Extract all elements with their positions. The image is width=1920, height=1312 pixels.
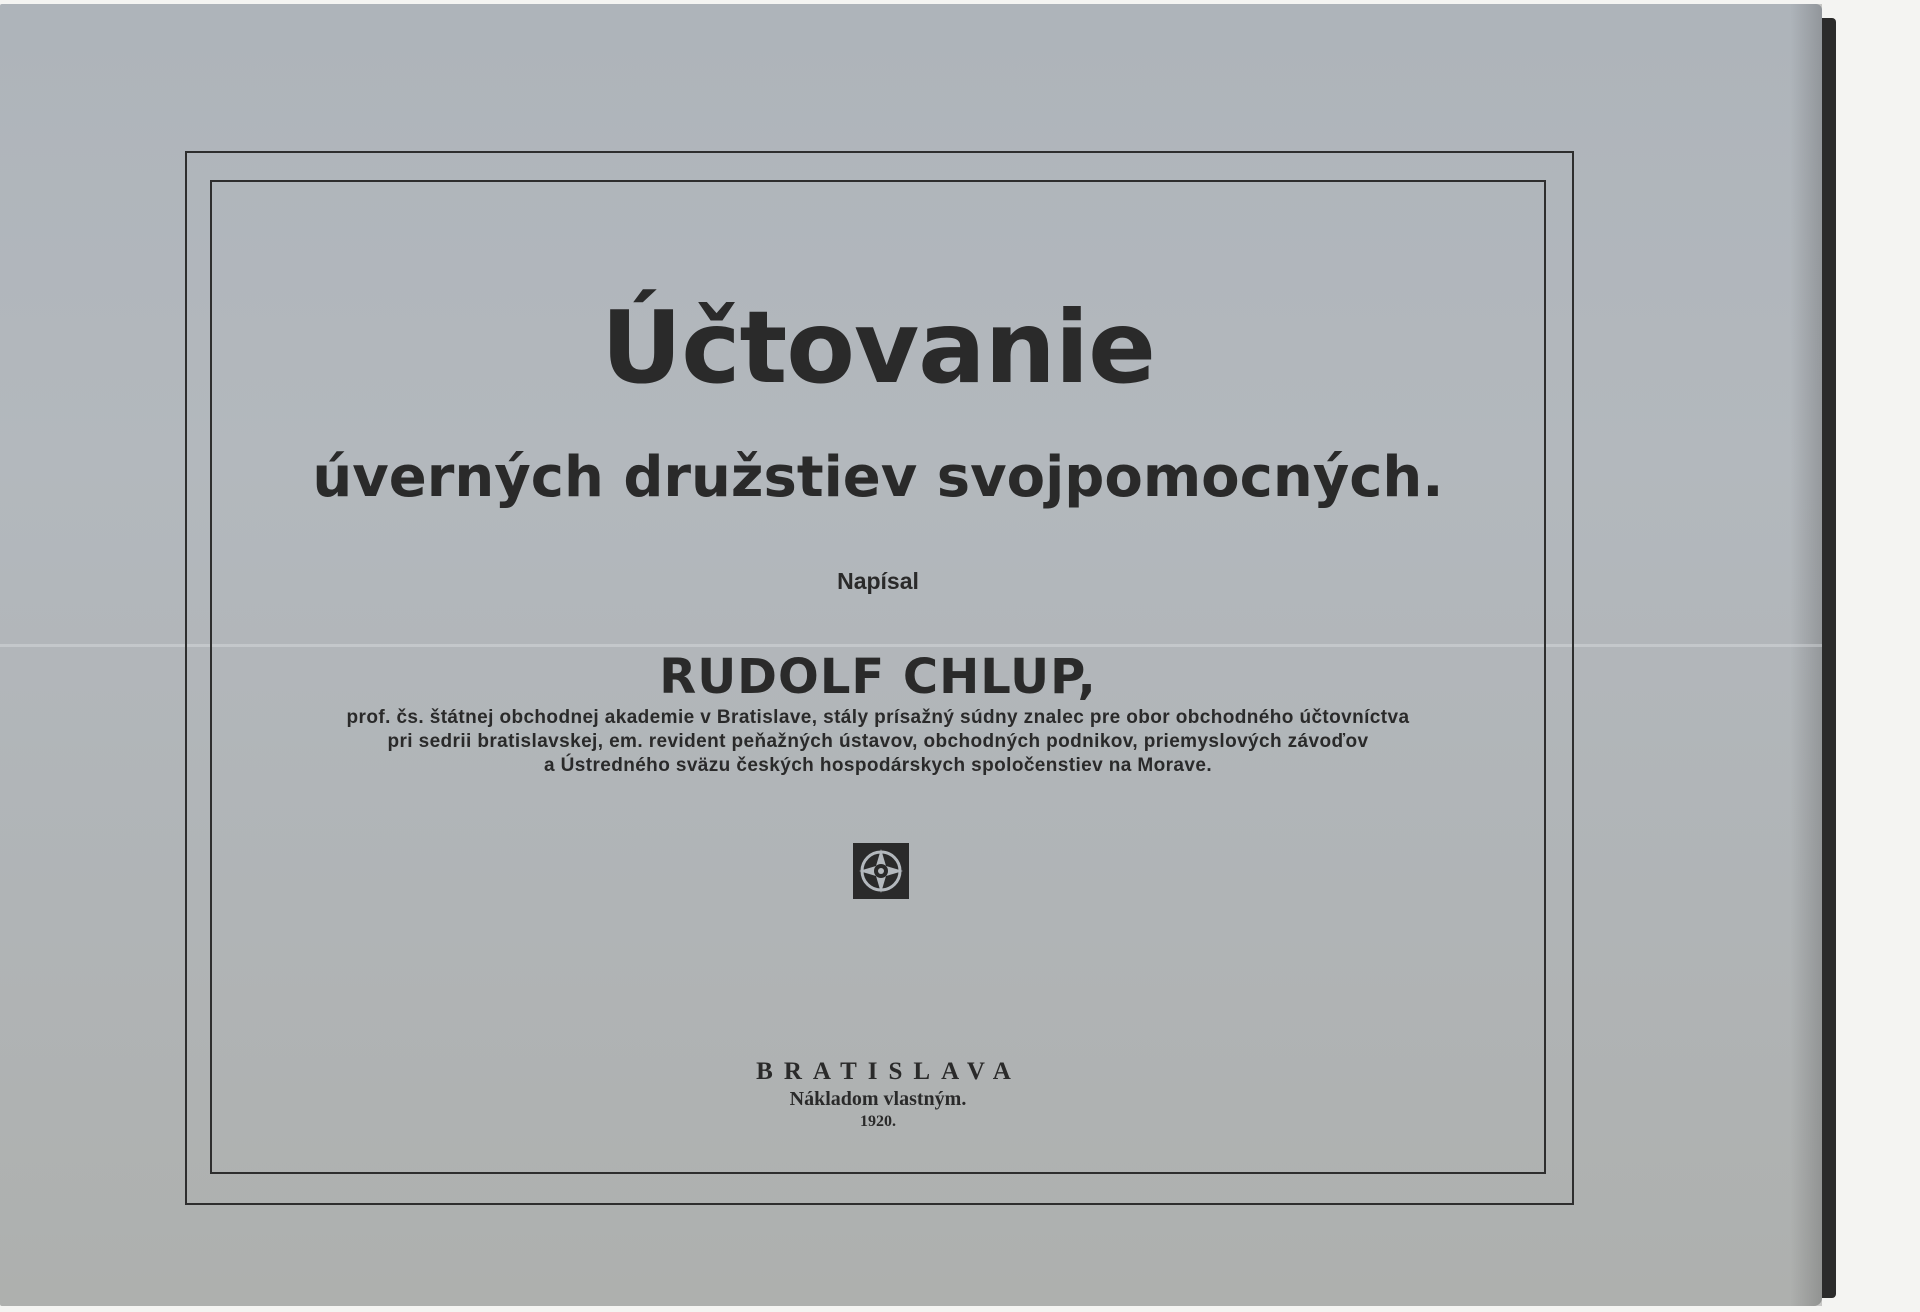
publisher-note: Nákladom vlastným. [789, 1088, 967, 1110]
author-name: RUDOLF CHLUP, [659, 649, 1097, 705]
credentials-line: pri sedrii bratislavskej, em. revident peňažných ústavov, obchodných podnikov, priemyslových závoďov [387, 731, 1369, 752]
spine-edge [1822, 18, 1836, 1298]
author-credentials [210, 706, 1546, 778]
publication-place: BRATISLAVA [756, 1058, 1022, 1085]
book-title: Účtovanie [601, 289, 1155, 406]
floral-ornament-icon [853, 843, 909, 899]
publication-year: 1920. [860, 1113, 896, 1130]
byline: Napísal [837, 568, 919, 594]
credentials-line: prof. čs. štátnej obchodnej akademie v Bratislave, stály prísažný súdny znalec pre obor obchodného účtovníctva [346, 707, 1410, 728]
cover-edge-shadow [1790, 4, 1822, 1306]
credentials-line: a Ústredného sväzu českých hospodárskych spoločenstiev na Morave. [543, 755, 1213, 776]
book-subtitle: úverných družstiev svojpomocných. [312, 445, 1444, 510]
